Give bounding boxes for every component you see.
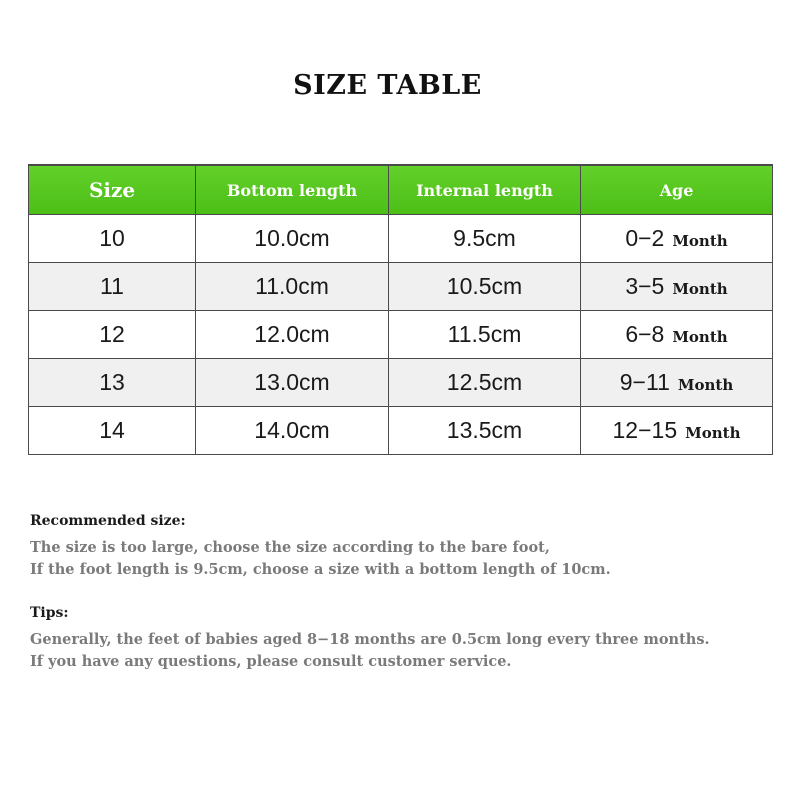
size-table [28,164,773,455]
tips-line: If you have any questions, please consult customer service. [30,653,512,670]
table-row [29,263,773,311]
cell-internal-length: 13.5cm [389,407,581,455]
tips-line: Generally, the feet of babies aged 8−18 months are 0.5cm long every three months. [30,631,710,648]
recommended-size-heading: Recommended size: [30,513,186,529]
age-range: 0−2 [625,225,665,251]
cell-bottom-length: 14.0cm [196,407,389,455]
recommended-size-line: If the foot length is 9.5cm, choose a size with a bottom length of 10cm. [30,561,611,578]
cell-size: 11 [29,263,196,311]
cell-size: 10 [29,215,196,263]
cell-bottom-length: 10.0cm [196,215,389,263]
age-unit: Month [677,376,734,394]
header-age: Age [581,165,773,215]
age-range: 9−11 [619,369,670,395]
table-row [29,359,773,407]
cell-age [581,407,773,455]
recommended-size-section [30,513,611,581]
cell-internal-length: 9.5cm [389,215,581,263]
cell-age [581,215,773,263]
cell-bottom-length: 13.0cm [196,359,389,407]
age-range: 3−5 [625,273,665,299]
cell-size: 14 [29,407,196,455]
age-unit: Month [672,280,728,298]
age-unit: Month [685,424,741,442]
cell-internal-length: 10.5cm [389,263,581,311]
tips-heading: Tips: [30,605,69,621]
cell-internal-length: 12.5cm [389,359,581,407]
age-unit: Month [672,328,728,346]
age-range: 6−8 [625,321,665,347]
tips-section [30,605,710,673]
cell-size: 13 [29,359,196,407]
table-row [29,407,773,455]
table-row [29,311,773,359]
cell-age [581,263,773,311]
cell-internal-length: 11.5cm [389,311,581,359]
age-range: 12−15 [612,417,678,443]
page-title: SIZE TABLE [293,70,482,101]
header-internal-length: Internal length [389,165,581,215]
cell-bottom-length: 12.0cm [196,311,389,359]
cell-bottom-length: 11.0cm [196,263,389,311]
header-size: Size [29,165,196,215]
recommended-size-line: The size is too large, choose the size according to the bare foot, [30,539,550,556]
cell-age [581,311,773,359]
table-header-row [29,165,773,215]
table-row [29,215,773,263]
cell-age [581,359,773,407]
age-unit: Month [672,232,728,250]
cell-size: 12 [29,311,196,359]
header-bottom-length: Bottom length [196,165,389,215]
